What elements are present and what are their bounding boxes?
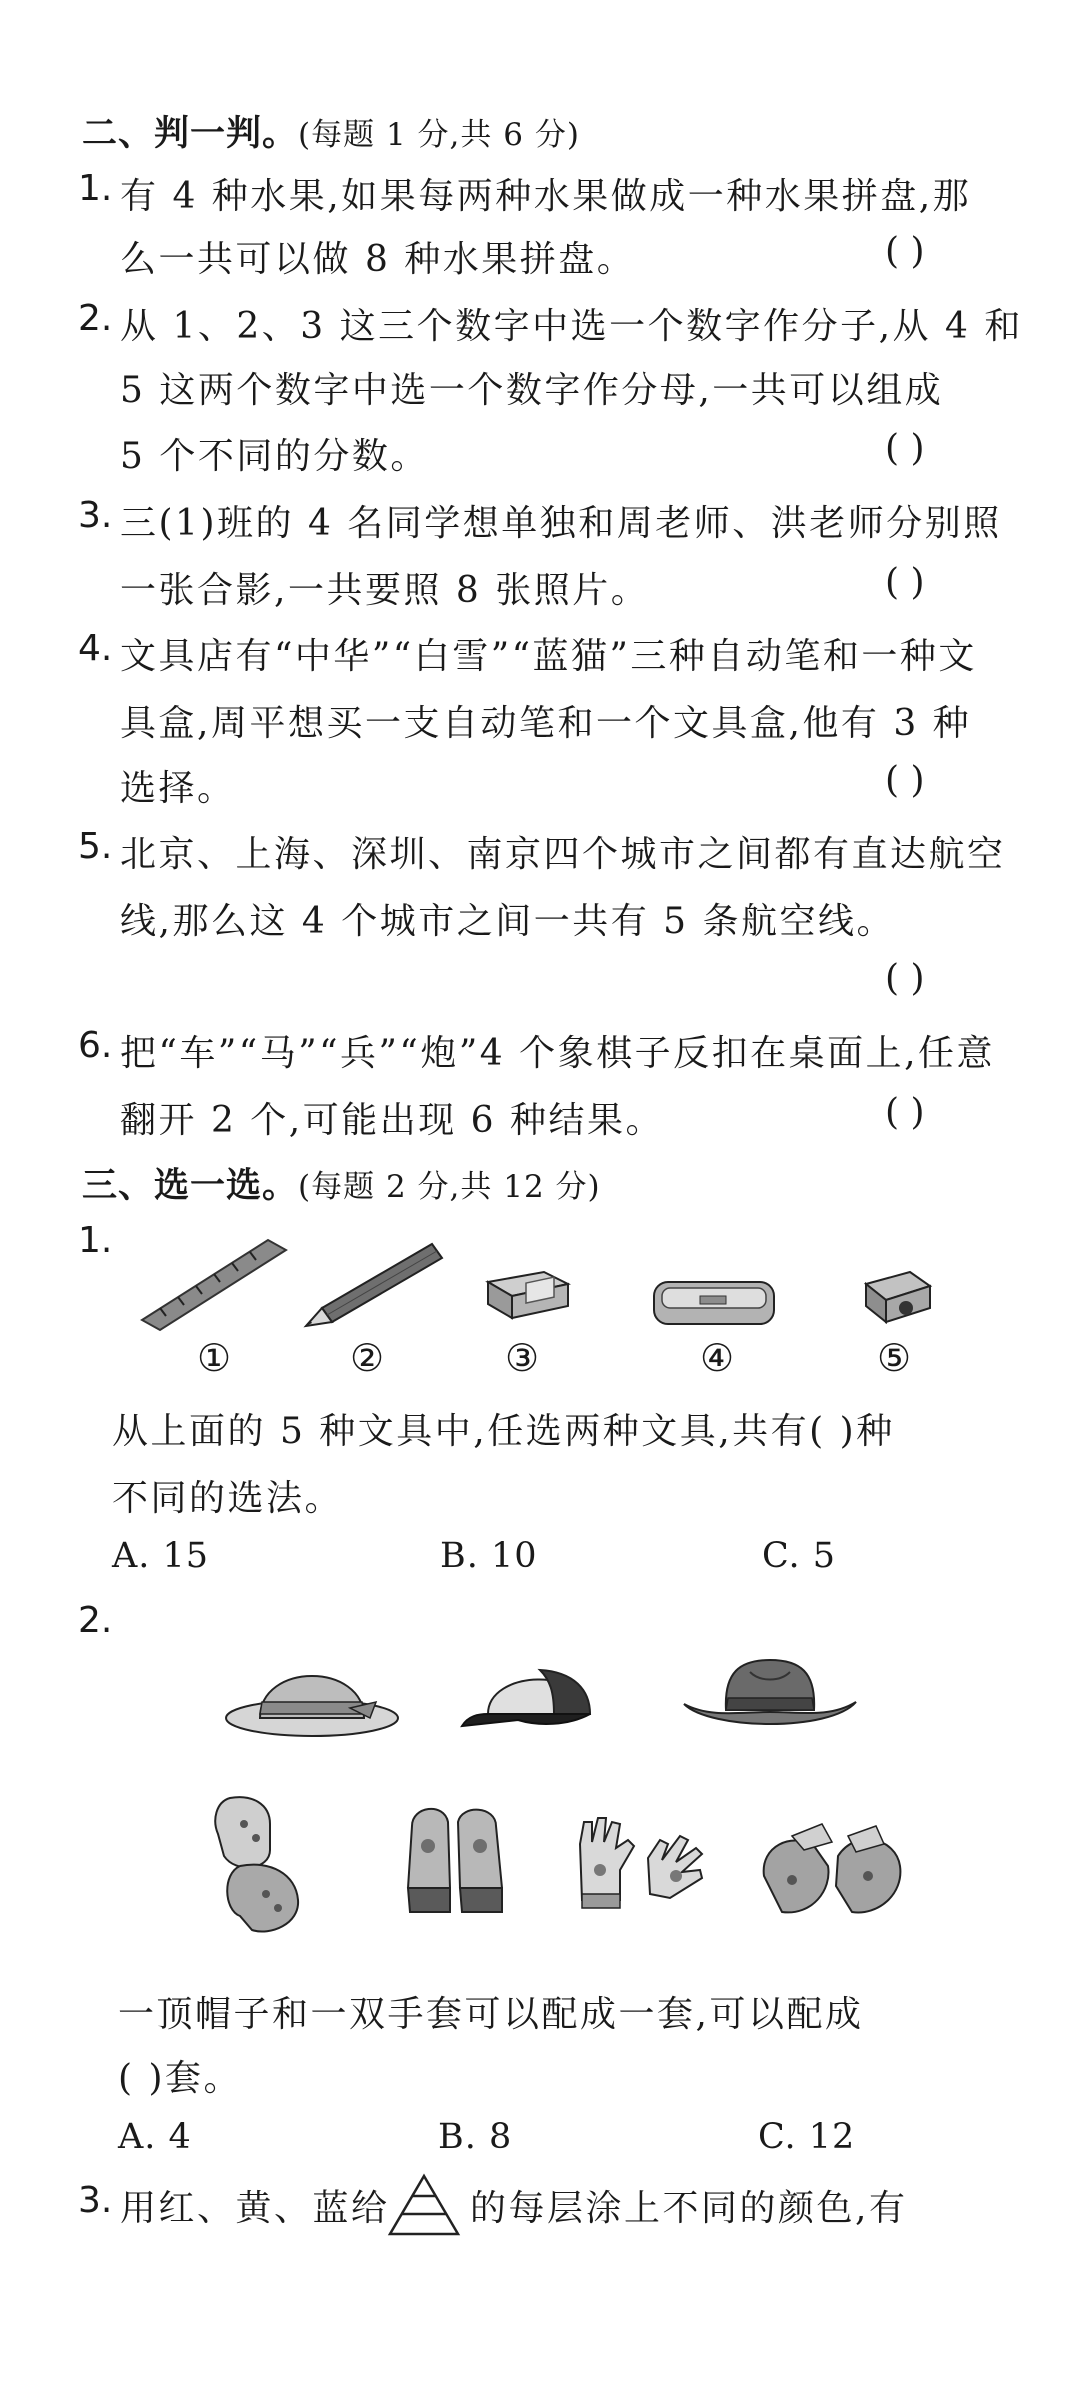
s3-q1-line1: 从上面的 5 种文具中,任选两种文具,共有( )种 <box>112 1411 895 1452</box>
s2-q5-line2: 线,那么这 4 个城市之间一共有 5 条航空线。 <box>120 901 896 942</box>
baseball-cap-image <box>458 1662 598 1742</box>
cowboy-hat-image <box>680 1652 860 1742</box>
s2-q4-line3: 选择。 <box>120 768 236 809</box>
pencil-case-image <box>650 1272 780 1332</box>
eraser-image <box>484 1262 574 1322</box>
mittens-1-image <box>200 1790 310 1940</box>
s2-q4-number: 4. <box>78 628 113 669</box>
s2-q5-number: 5. <box>78 826 113 867</box>
stationery-label-5: ⑤ <box>877 1336 912 1380</box>
ruler-image <box>140 1232 290 1332</box>
s2-q5-line1: 北京、上海、深圳、南京四个城市之间都有直达航空 <box>120 834 1006 875</box>
sun-hat-image <box>222 1652 402 1742</box>
s3-q2-line2: ( )套。 <box>118 2058 243 2099</box>
stationery-label-3: ③ <box>505 1336 540 1380</box>
mittens-2-image <box>398 1796 518 1926</box>
s2-q2-answer-blank[interactable]: ( ) <box>885 428 925 469</box>
s2-q6-answer-blank[interactable]: ( ) <box>885 1092 925 1133</box>
s3-q2-option-a[interactable]: A. 4 <box>118 2117 192 2157</box>
s2-q2-line3: 5 个不同的分数。 <box>120 436 429 477</box>
s3-q2-number: 2. <box>78 1600 113 1641</box>
s3-q2-line1: 一顶帽子和一双手套可以配成一套,可以配成 <box>118 1994 864 2035</box>
section2-title: 二、判一判。 <box>82 114 299 154</box>
sharpener-image <box>858 1262 938 1326</box>
s2-q3-number: 3. <box>78 495 113 536</box>
s3-q2-option-b[interactable]: B. 8 <box>438 2117 513 2157</box>
s2-q4-line1: 文具店有“中华”“白雪”“蓝猫”三种自动笔和一种文 <box>120 636 977 677</box>
section2-note: (每题 1 分,共 6 分) <box>298 117 580 153</box>
s2-q4-answer-blank[interactable]: ( ) <box>885 760 925 801</box>
s2-q1-answer-blank[interactable]: ( ) <box>885 231 925 272</box>
s2-q4-line2: 具盒,周平想买一支自动笔和一个文具盒,他有 3 种 <box>120 703 972 744</box>
section3-note: (每题 2 分,共 12 分) <box>298 1169 601 1205</box>
s3-q1-option-c[interactable]: C. 5 <box>762 1536 837 1576</box>
stationery-label-2: ② <box>350 1336 385 1380</box>
s2-q5-answer-blank[interactable]: ( ) <box>885 958 925 999</box>
s3-q3-text-after: 的每层涂上不同的颜色,有 <box>470 2188 908 2229</box>
s3-q1-line2: 不同的选法。 <box>112 1478 344 1519</box>
layered-triangle-image <box>386 2172 462 2238</box>
section2-heading <box>82 106 580 156</box>
s3-q3-number: 3. <box>78 2180 113 2221</box>
s2-q3-answer-blank[interactable]: ( ) <box>885 562 925 603</box>
s2-q6-line2: 翻开 2 个,可能出现 6 种结果。 <box>120 1100 665 1141</box>
s2-q2-number: 2. <box>78 298 113 339</box>
s3-q1-number: 1. <box>78 1220 113 1261</box>
section3-heading <box>82 1158 601 1208</box>
s2-q3-line2: 一张合影,一共要照 8 张照片。 <box>120 570 650 611</box>
stationery-label-1: ① <box>197 1336 232 1380</box>
s2-q1-line2: 么一共可以做 8 种水果拼盘。 <box>120 239 636 280</box>
s2-q3-line1: 三(1)班的 4 名同学想单独和周老师、洪老师分别照 <box>120 503 1002 544</box>
s3-q1-option-b[interactable]: B. 10 <box>440 1536 538 1576</box>
gloves-image <box>560 1814 720 1924</box>
section3-title: 三、选一选。 <box>82 1166 299 1206</box>
s3-q2-option-c[interactable]: C. 12 <box>758 2117 856 2157</box>
s2-q2-line1: 从 1、2、3 这三个数字中选一个数字作分子,从 4 和 <box>120 306 1023 347</box>
s2-q6-line1: 把“车”“马”“兵”“炮”4 个象棋子反扣在桌面上,任意 <box>120 1033 996 1074</box>
pencil-image <box>302 1238 452 1328</box>
mittens-3-image <box>752 1816 912 1926</box>
s2-q1-number: 1. <box>78 168 113 209</box>
s2-q2-line2: 5 这两个数字中选一个数字作分母,一共可以组成 <box>120 370 944 411</box>
s3-q1-option-a[interactable]: A. 15 <box>112 1536 210 1576</box>
s2-q6-number: 6. <box>78 1025 113 1066</box>
s2-q1-line1: 有 4 种水果,如果每两种水果做成一种水果拼盘,那 <box>120 176 972 217</box>
s3-q3-text-before: 用红、黄、蓝给 <box>120 2188 390 2229</box>
stationery-label-4: ④ <box>700 1336 735 1380</box>
